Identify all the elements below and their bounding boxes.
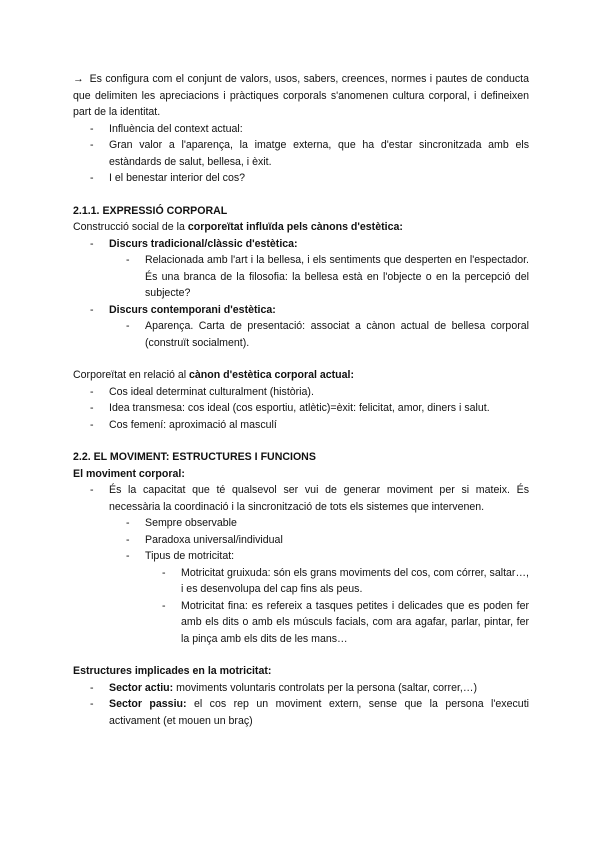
list-item: - Sempre observable xyxy=(126,517,237,529)
list-item: - Discurs contemporani d'estètica: xyxy=(90,303,276,316)
document-page xyxy=(73,71,529,729)
list-item: - Motricitat fina: es refereix a tasques petites i delicades que es poden fer amb els dits o amb els músculs facials, com ara agafar, parlar, pintar, fer la pinça amb els dits de les mans… xyxy=(162,599,529,645)
list-item: - I el benestar interior del cos? xyxy=(90,172,246,184)
list-item: - Relacionada amb l'art i la bellesa, i els sentiments que desperten en l'espectador. És una branca de la filosofia: la bellesa està en l'objecte o en la percepció del subjecte? xyxy=(126,254,529,299)
section-subheading: Construcció social de la corporeïtat influïda pels cànons d'estètica: xyxy=(73,221,403,233)
list-item: - Sector actiu: moviments voluntaris controlats per la persona (saltar, correr,…) xyxy=(90,681,477,694)
list-item: - Cos femení: aproximació al masculí xyxy=(90,418,277,431)
section-heading-2-1-1: 2.1.1. EXPRESSIÓ CORPORAL xyxy=(73,204,228,217)
corporeitat-heading: Corporeïtat en relació al cànon d'estètica corporal actual: xyxy=(73,369,355,381)
list-item: - Influència del context actual: xyxy=(90,122,243,135)
list-item: - Idea transmesa: cos ideal (cos esportiu, atlètic)=èxit: felicitat, amor, diners i salut. xyxy=(90,402,490,414)
structures-heading: Estructures implicades en la motricitat: xyxy=(73,665,272,677)
list-item: - És la capacitat que té qualsevol ser vui de generar moviment per si mateix. És necessària la coordinació i la sincronització de tots els sistemes que intervenen. xyxy=(90,484,529,513)
intro-paragraph: → Es configura com el conjunt de valors, usos, sabers, creences, normes i pautes de conducta que delimiten les apreciacions i pràctiques corporals s'anomenen cultura corporal, i defineixen part de la identitat. xyxy=(73,73,529,118)
list-item: - Paradoxa universal/individual xyxy=(126,533,283,546)
section-heading-2-2: 2.2. EL MOVIMENT: ESTRUCTURES I FUNCIONS xyxy=(73,451,316,463)
arrow-icon: → xyxy=(73,73,84,85)
list-item: - Discurs tradicional/clàssic d'estètica: xyxy=(90,237,298,250)
list-item: - Tipus de motricitat: xyxy=(126,550,235,562)
list-item: - Motricitat gruixuda: són els grans moviments del cos, com córrer, saltar…, i es desenvolupa del cap fins als peus. xyxy=(162,566,529,595)
list-item: - Gran valor a l'aparença, la imatge externa, que ha d'estar sincronitzada amb els estàndards de salut, bellesa, i èxit. xyxy=(90,139,529,168)
section-subheading: El moviment corporal: xyxy=(73,467,185,480)
list-item: - Aparença. Carta de presentació: associat a cànon actual de bellesa corporal (construït socialment). xyxy=(126,320,529,349)
list-item: - Sector passiu: el cos rep un moviment extern, sense que la persona l'executi activament (et mouen un braç) xyxy=(90,698,529,727)
list-item: - Cos ideal determinat culturalment (història). xyxy=(90,385,314,398)
